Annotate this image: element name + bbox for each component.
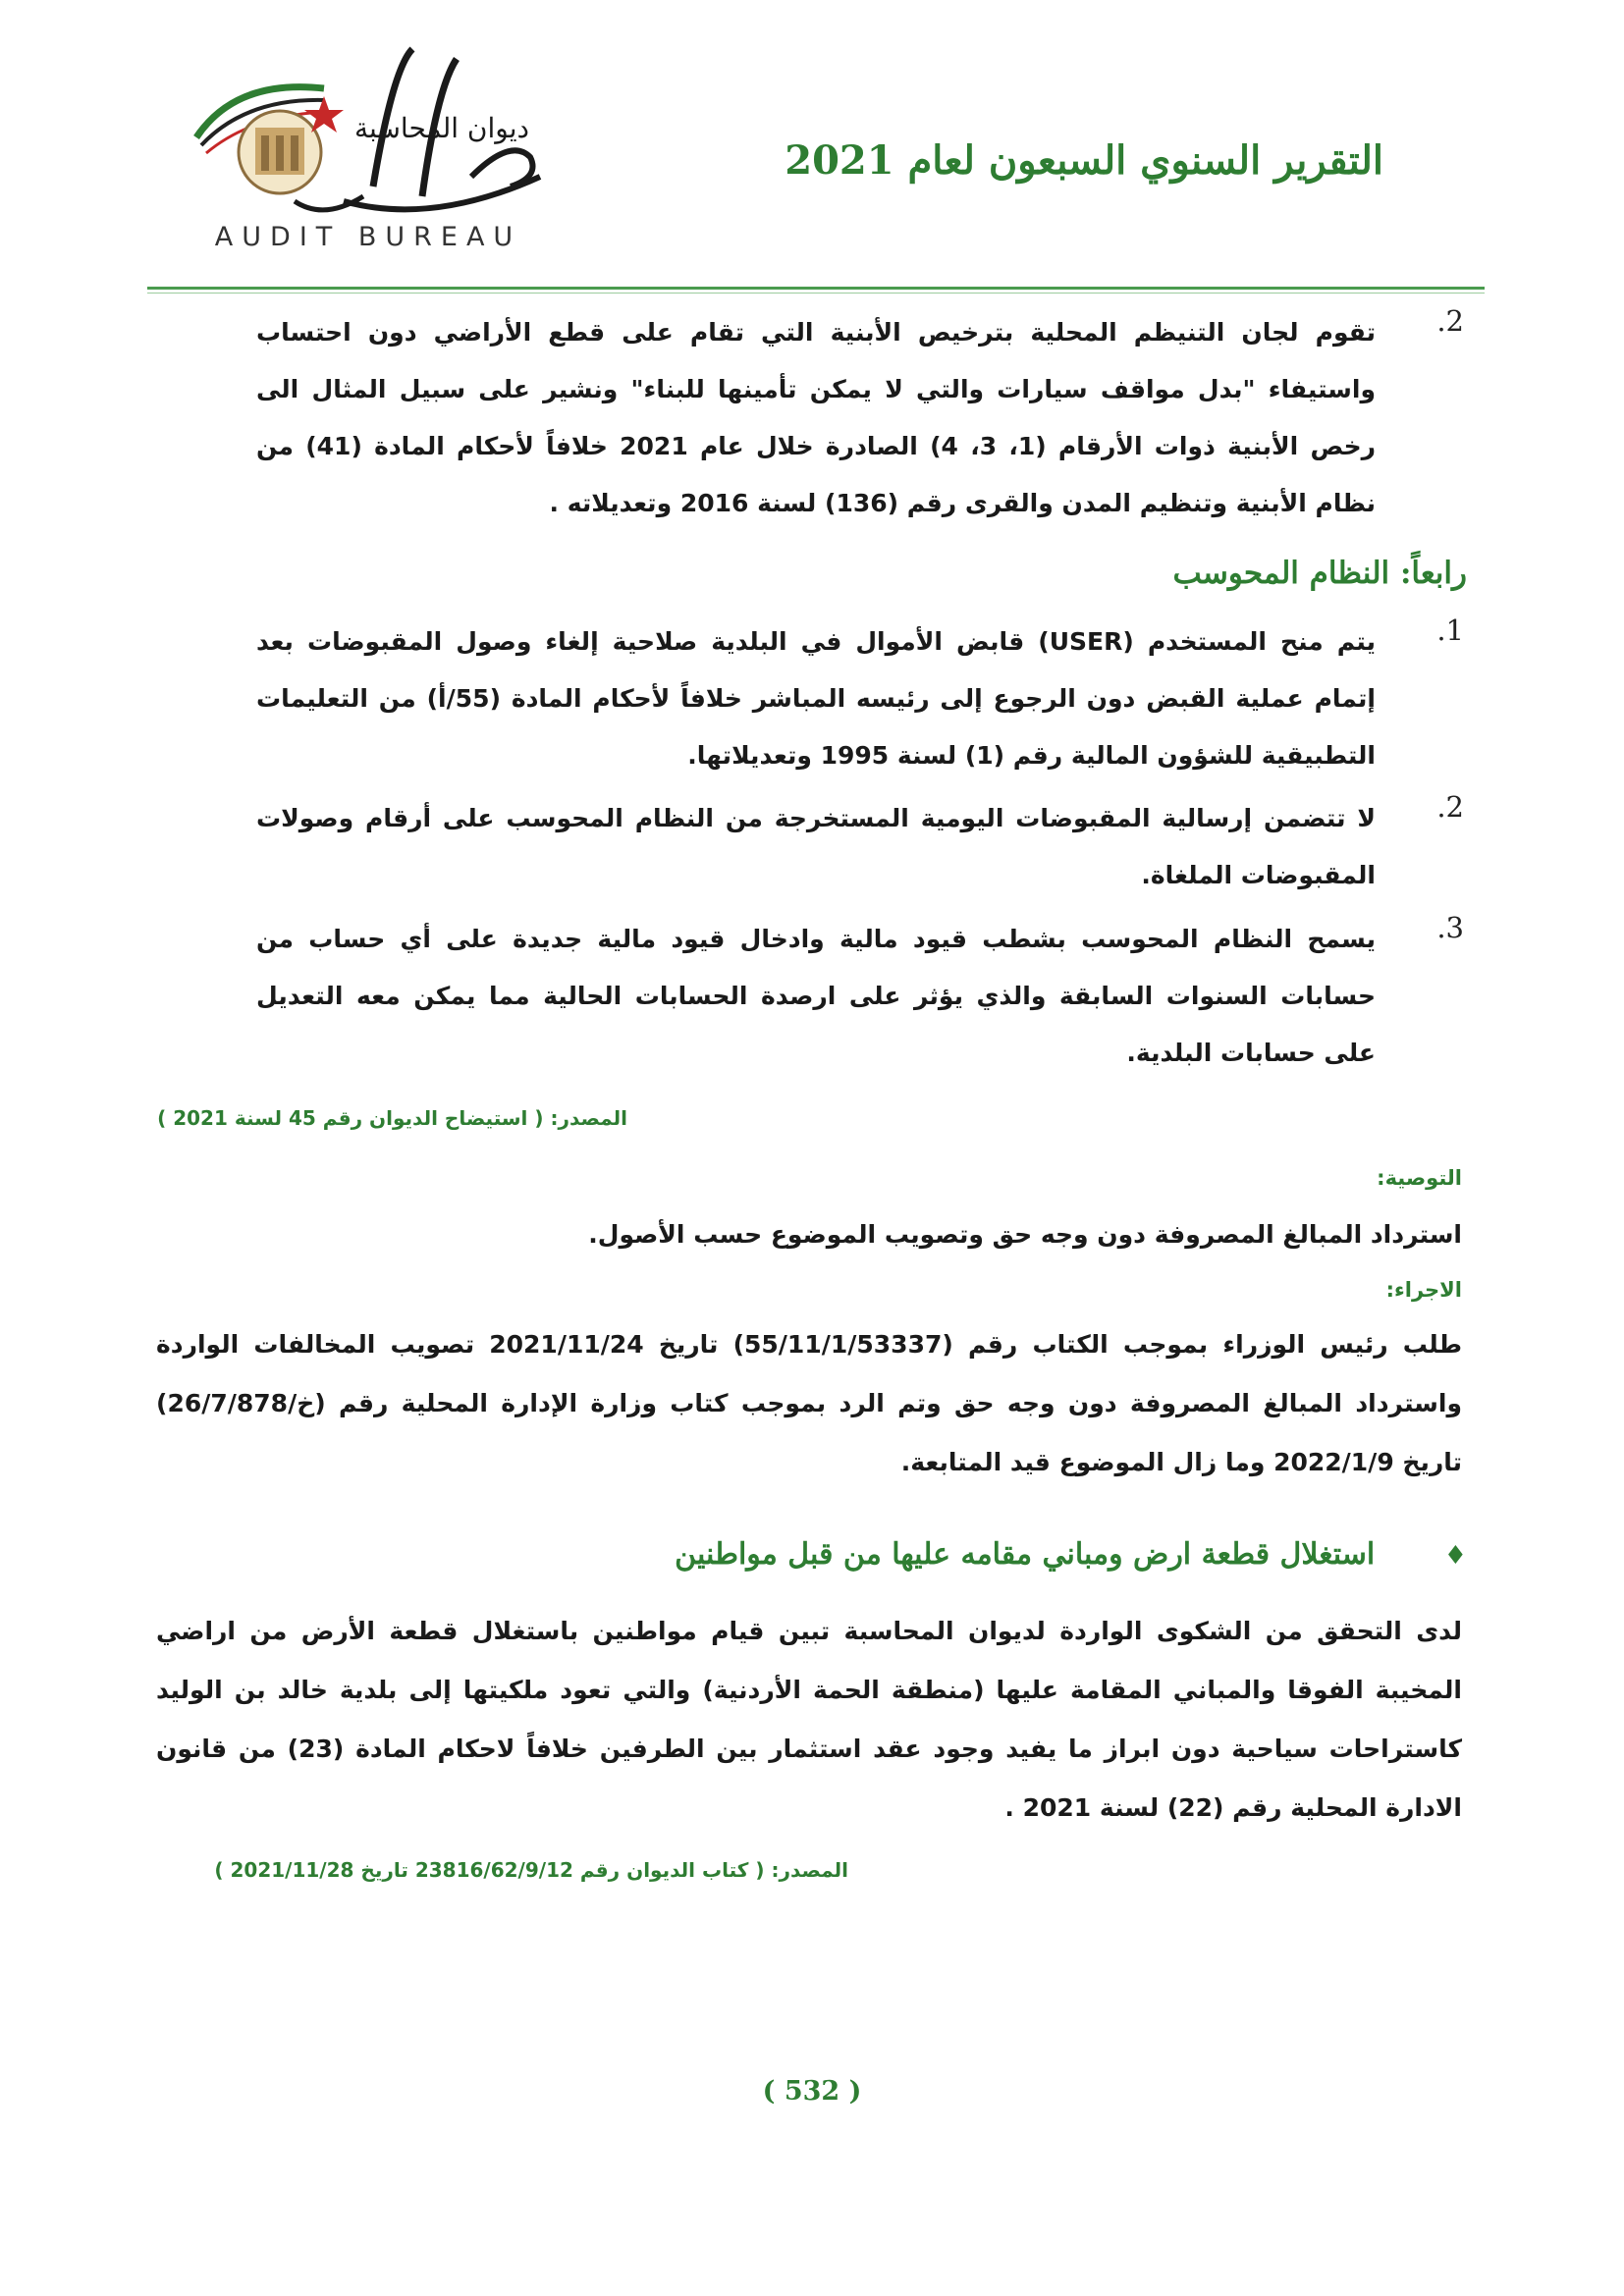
svg-text:ديوان المحاسبة: ديوان المحاسبة xyxy=(354,112,529,144)
header-divider xyxy=(147,287,1485,290)
bullet-heading-text: استغلال قطعة ارض ومباني مقامه عليها من قبل مواطنين xyxy=(675,1537,1376,1572)
item-number: 3. xyxy=(1436,911,1464,944)
diamond-bullet-icon: ♦ xyxy=(1443,1541,1467,1571)
recommendation-text: استرداد المبالغ المصروفة دون وجه حق وتصويب الموضوع حسب الأصول. xyxy=(588,1220,1462,1249)
logo-caption: AUDIT BUREAU xyxy=(214,222,522,252)
report-title: التقرير السنوي السبعون لعام 2021 xyxy=(785,137,1383,184)
action-text: طلب رئيس الوزراء بموجب الكتاب رقم (55/11/1/53337) تاريخ 2021/11/24 تصويب المخالفات الواردة واسترداد المبالغ المصروفة دون وجه حق وتم الرد بموجب كتاب وزارة الإدارة المحلية رقم (خ/26/7/878) تاريخ 2022/1/9 وما زال الموضوع قيد المتابعة. xyxy=(156,1330,1462,1476)
recommendation-label: التوصية: xyxy=(1377,1166,1462,1190)
item-text: تقوم لجان التنيظم المحلية بترخيص الأبنية التي تقام على قطع الأراضي دون احتساب واستيفاء "بدل مواقف سيارات والتي لا يمكن تأمينها للبناء" ونشير على سبيل المثال الى رخص الأبنية ذوات الأرقام (1، 3، 4) الصادرة خلال عام 2021 خلافاً لأحكام المادة (41) من نظام الأبنية وتنظيم المدن والقرى رقم (136) لسنة 2016 وتعديلاته . xyxy=(256,318,1376,517)
item-number: 2. xyxy=(1436,304,1464,338)
item-number: 1. xyxy=(1436,614,1464,647)
header-divider-thin xyxy=(147,293,1485,294)
bullet-heading xyxy=(675,1537,1467,1572)
item-number: 2. xyxy=(1436,790,1464,824)
item-text: لا تتضمن إرسالية المقبوضات اليومية المستخرجة من النظام المحوسب على أرقام وصولات المقبوضات الملغاة. xyxy=(256,804,1376,889)
list-item xyxy=(256,304,1464,532)
item-text: يسمح النظام المحوسب بشطب قيود مالية وادخال قيود مالية جديدة على أي حساب من حسابات السنوات السابقة والذي يؤثر على ارصدة الحسابات الحالية مما يمكن معه التعديل على حسابات البلدية. xyxy=(256,925,1376,1067)
page-number: ( 532 ) xyxy=(762,2076,862,2107)
list-item xyxy=(256,614,1464,784)
source-note: المصدر: ( استيضاح الديوان رقم 45 لسنة 2021 ) xyxy=(157,1106,627,1130)
section-heading: رابعاً: النظام المحوسب xyxy=(1172,556,1467,591)
source-note: المصدر: ( كتاب الديوان رقم 23816/62/9/12 تاريخ 2021/11/28 ) xyxy=(214,1858,848,1882)
bullet-section-text: لدى التحقق من الشكوى الواردة لديوان المحاسبة تبين قيام مواطنين باستغلال قطعة الأرض من اراضي المخيبة الفوقا والمباني المقامة عليها (منطقة الحمة الأردنية) والتي تعود ملكيتها إلى بلدية خالد بن الوليد كاستراحات سياحية دون ابراز ما يفيد وجود عقد استثمار بين الطرفين خلافاً لاحكام المادة (23) من قانون الادارة المحلية رقم (22) لسنة 2021 . xyxy=(156,1617,1462,1822)
list-item xyxy=(256,911,1464,1082)
action-label: الاجراء: xyxy=(1385,1278,1462,1302)
list-item xyxy=(256,790,1464,904)
item-text: يتم منح المستخدم (USER) قابض الأموال في البلدية صلاحية إلغاء وصول المقبوضات بعد إتمام عملية القبض دون الرجوع إلى رئيسه المباشر خلافاً لأحكام المادة (55/أ) من التعليمات التطبيقية للشؤون المالية رقم (1) لسنة 1995 وتعديلاتها. xyxy=(256,627,1377,770)
